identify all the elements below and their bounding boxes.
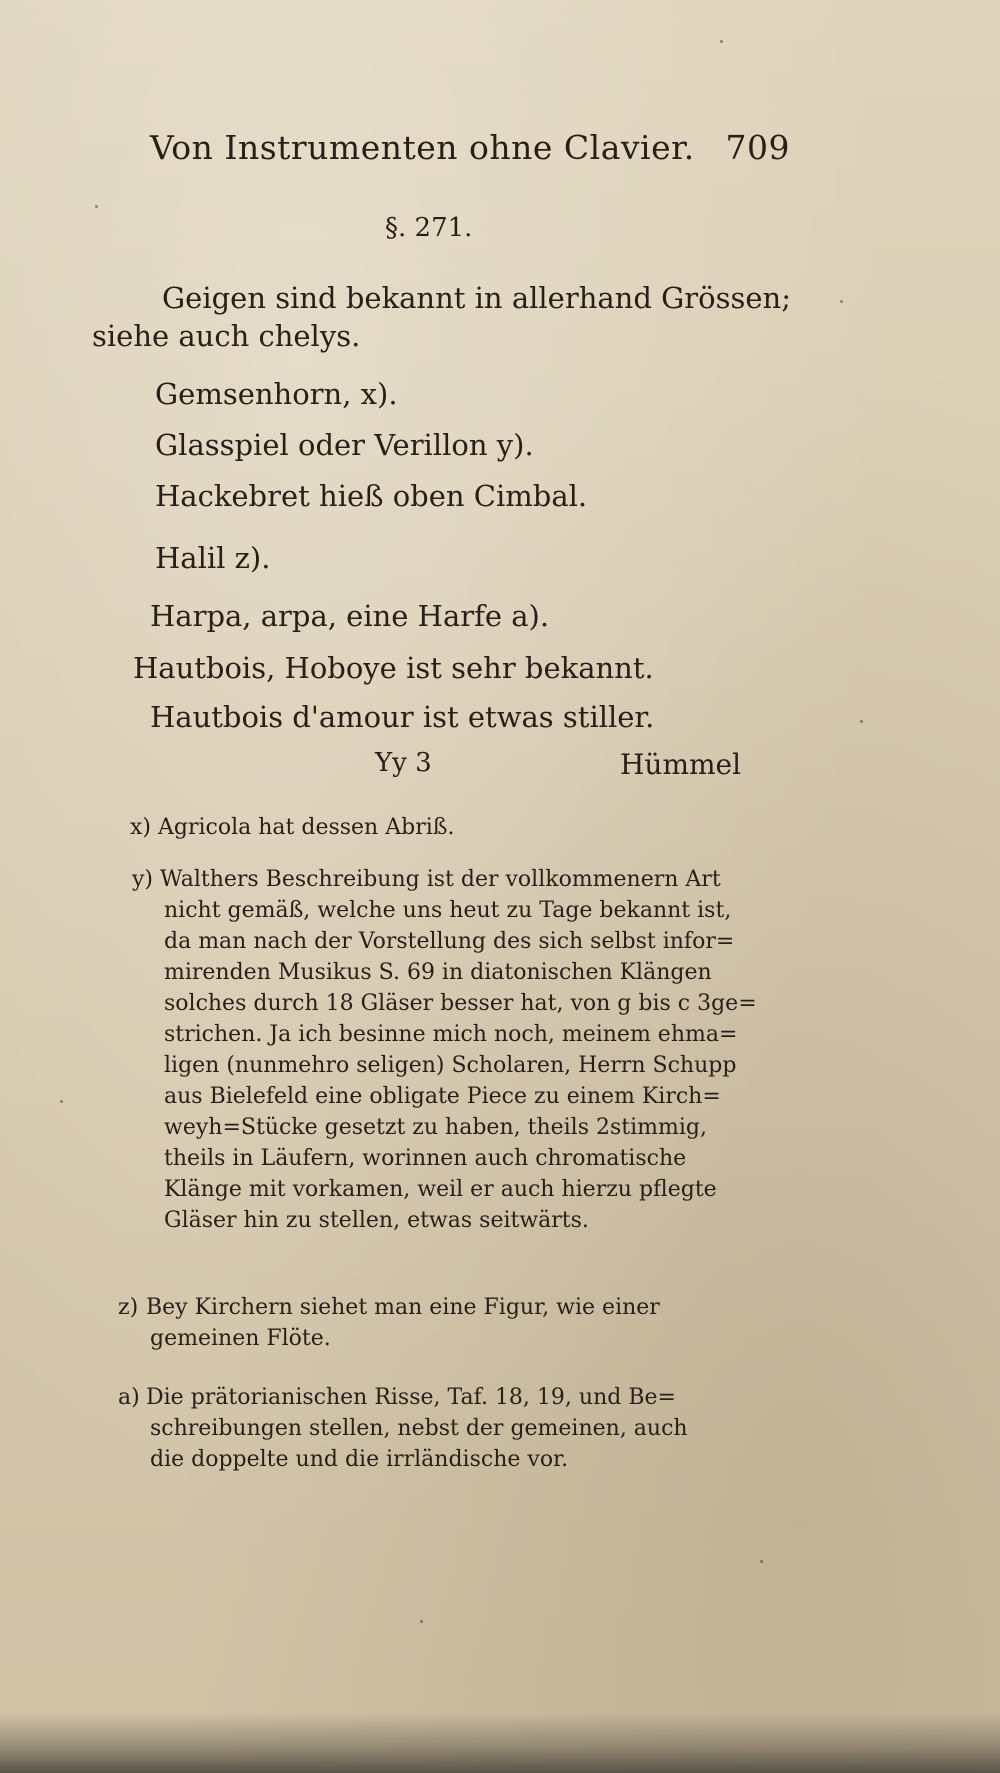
footnote-line: Walthers Beschreibung ist der vollkommenern Art (160, 867, 721, 892)
footnote-line: nicht gemäß, welche uns heut zu Tage bekannt ist, (164, 898, 732, 923)
page-number: 709 (725, 128, 790, 167)
footnote-line: solches durch 18 Gläser besser hat, von g bis c 3ge= (164, 991, 757, 1016)
footnote-z (118, 1292, 660, 1354)
footnote-line: aus Bielefeld eine obligate Piece zu einem Kirch= (164, 1084, 721, 1109)
entry-gemsenhorn: Gemsenhorn, x). (155, 377, 398, 411)
footnote-line: gemeinen Flöte. (150, 1326, 331, 1351)
signature-mark: Yy 3 (375, 748, 432, 778)
entry-hackebret: Hackebret hieß oben Cimbal. (155, 479, 588, 513)
entry-geigen-cont: siehe auch chelys. (92, 319, 361, 353)
footnote-line: Bey Kirchern siehet man eine Figur, wie einer (146, 1295, 660, 1320)
running-header (150, 128, 790, 178)
foxing-speck (420, 1620, 423, 1623)
footnote-line: ligen (nunmehro seligen) Scholaren, Herrn Schupp (164, 1053, 737, 1078)
foxing-speck (720, 40, 723, 43)
footnote-y (132, 864, 757, 1236)
footnote-x (130, 812, 454, 843)
footnote-line: strichen. Ja ich besinne mich noch, meinem ehma= (164, 1022, 738, 1047)
footnote-line: die doppelte und die irrländische vor. (150, 1447, 569, 1472)
header-title: Von Instrumenten ohne Clavier. (150, 128, 695, 167)
footnote-line: Die prätorianischen Risse, Taf. 18, 19, und Be= (146, 1385, 676, 1410)
entry-hautbois: Hautbois, Hoboye ist sehr bekannt. (133, 651, 654, 685)
footnote-line: mirenden Musikus S. 69 in diatonischen Klängen (164, 960, 712, 985)
foxing-speck (860, 720, 863, 723)
entry-hautbois-damour: Hautbois d'amour ist etwas stiller. (150, 700, 655, 734)
page-bottom-edge (0, 1713, 1000, 1773)
entry-harpa: Harpa, arpa, eine Harfe a). (150, 599, 550, 633)
footnote-line: theils in Läufern, worinnen auch chromatische (164, 1146, 687, 1171)
footnote-mark: x) (130, 815, 151, 840)
footnote-line: Agricola hat dessen Abriß. (158, 815, 455, 840)
foxing-speck (95, 205, 98, 208)
footnote-line: weyh=Stücke gesetzt zu haben, theils 2stimmig, (164, 1115, 707, 1140)
entry-geigen: Geigen sind bekannt in allerhand Grössen; (162, 281, 791, 315)
footnote-line: Gläser hin zu stellen, etwas seitwärts. (164, 1208, 589, 1233)
foxing-speck (60, 1100, 63, 1103)
catchword: Hümmel (620, 748, 742, 781)
footnote-mark: y) (132, 867, 154, 892)
entry-halil: Halil z). (155, 541, 271, 575)
footnote-line: schreibungen stellen, nebst der gemeinen, auch (150, 1416, 688, 1441)
foxing-speck (760, 1560, 763, 1563)
footnote-line: Klänge mit vorkamen, weil er auch hierzu pflegte (164, 1177, 717, 1202)
section-number: §. 271. (385, 213, 473, 243)
entry-glasspiel: Glasspiel oder Verillon y). (155, 428, 534, 462)
foxing-speck (840, 300, 843, 303)
footnote-mark: z) (118, 1295, 139, 1320)
footnote-a (118, 1382, 688, 1475)
footnote-line: da man nach der Vorstellung des sich selbst infor= (164, 929, 735, 954)
footnote-mark: a) (118, 1385, 140, 1410)
